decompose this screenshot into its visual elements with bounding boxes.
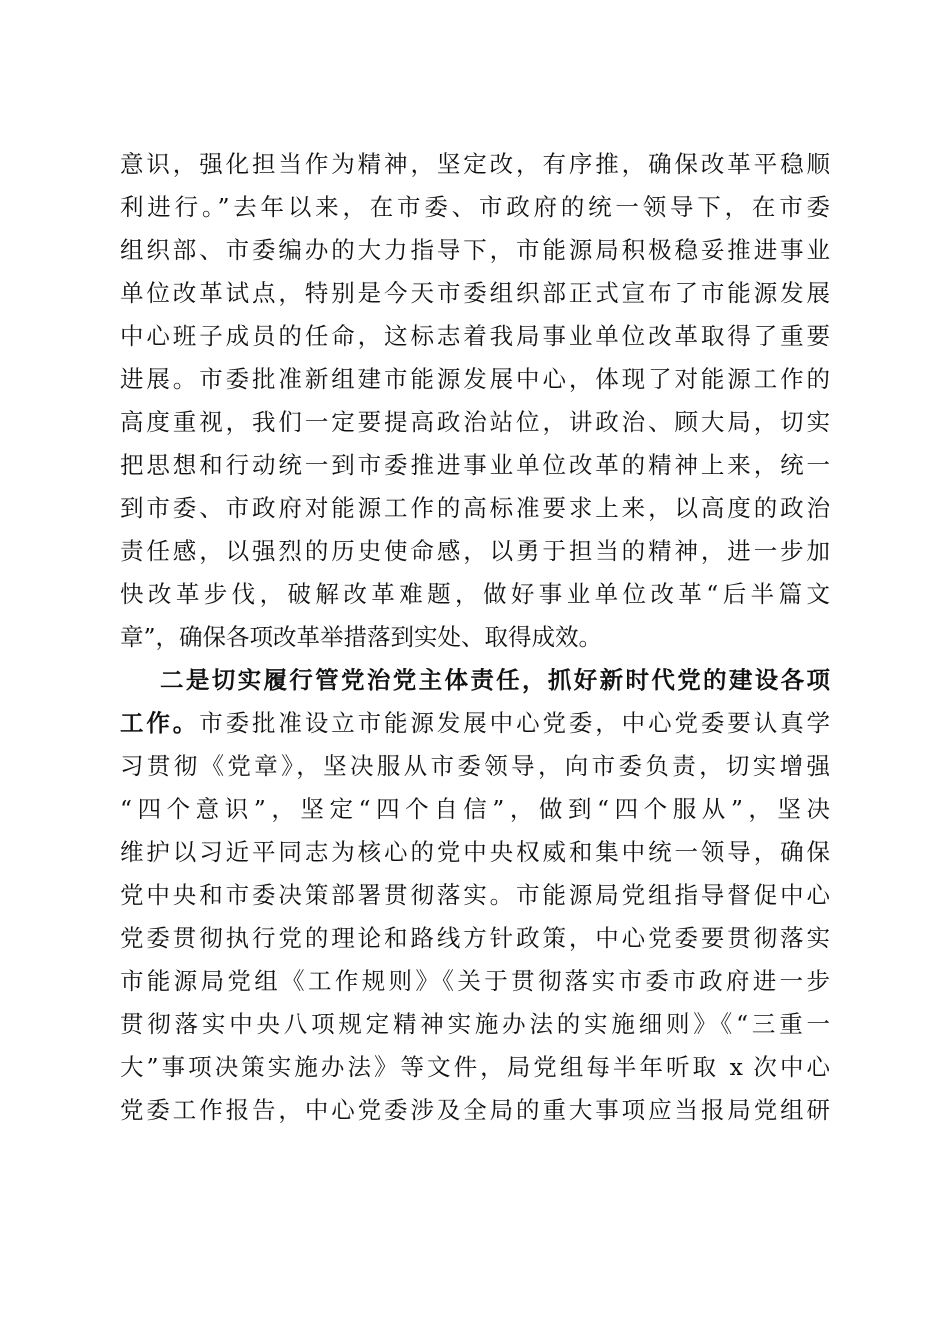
paragraph-line: 大”事项决策实施办法》等文件，局党组每半年听取 x 次中心 [120,1053,830,1081]
section-heading-continuation [120,706,830,740]
paragraph-line: 意识，强化担当作为精神，坚定改，有序推，确保改革平稳顺 [120,150,830,178]
paragraph-line: 快改革步伐，破解改革难题，做好事业单位改革“后半篇文 [120,580,830,608]
section-heading-line: 二是切实履行管党治党主体责任，抓好新时代党的建设各项 [160,666,830,694]
section-heading-tail: 工作。 [120,709,200,737]
paragraph-line: 党委工作报告，中心党委涉及全局的重大事项应当报局党组研 [120,1096,830,1124]
paragraph-text: 市委批准设立市能源发展中心党委，中心党委要认真学 [199,709,830,737]
paragraph-line: 单位改革试点，特别是今天市委组织部正式宣布了市能源发展 [120,279,830,307]
paragraph-line: 责任感，以强烈的历史使命感，以勇于担当的精神，进一步加 [120,537,830,565]
paragraph-line: 高度重视，我们一定要提高政治站位，讲政治、顾大局，切实 [120,408,830,436]
paragraph-line: “四个意识”，坚定“四个自信”，做到“四个服从”，坚决 [120,795,830,823]
paragraph-line: 把思想和行动统一到市委推进事业单位改革的精神上来，统一 [120,451,830,479]
paragraph-line: 到市委、市政府对能源工作的高标准要求上来，以高度的政治 [120,494,830,522]
paragraph-line: 习贯彻《党章》，坚决服从市委领导，向市委负责，切实增强 [120,752,830,780]
paragraph-line: 中心班子成员的任命，这标志着我局事业单位改革取得了重要 [120,322,830,350]
paragraph-line: 市能源局党组《工作规则》《关于贯彻落实市委市政府进一步 [120,967,830,995]
paragraph-line: 贯彻落实中央八项规定精神实施办法的实施细则》《“三重一 [120,1010,830,1038]
paragraph-line: 党委贯彻执行党的理论和路线方针政策，中心党委要贯彻落实 [120,924,830,952]
paragraph-line: 党中央和市委决策部署贯彻落实。市能源局党组指导督促中心 [120,881,830,909]
paragraph-line: 进展。市委批准新组建市能源发展中心，体现了对能源工作的 [120,365,830,393]
paragraph-line: 组织部、市委编办的大力指导下，市能源局积极稳妥推进事业 [120,236,830,264]
paragraph-line: 维护以习近平同志为核心的党中央权威和集中统一领导，确保 [120,838,830,866]
paragraph-line: 章”，确保各项改革举措落到实处、取得成效。 [120,623,603,651]
paragraph-line: 利进行。”去年以来，在市委、市政府的统一领导下，在市委 [120,193,830,221]
